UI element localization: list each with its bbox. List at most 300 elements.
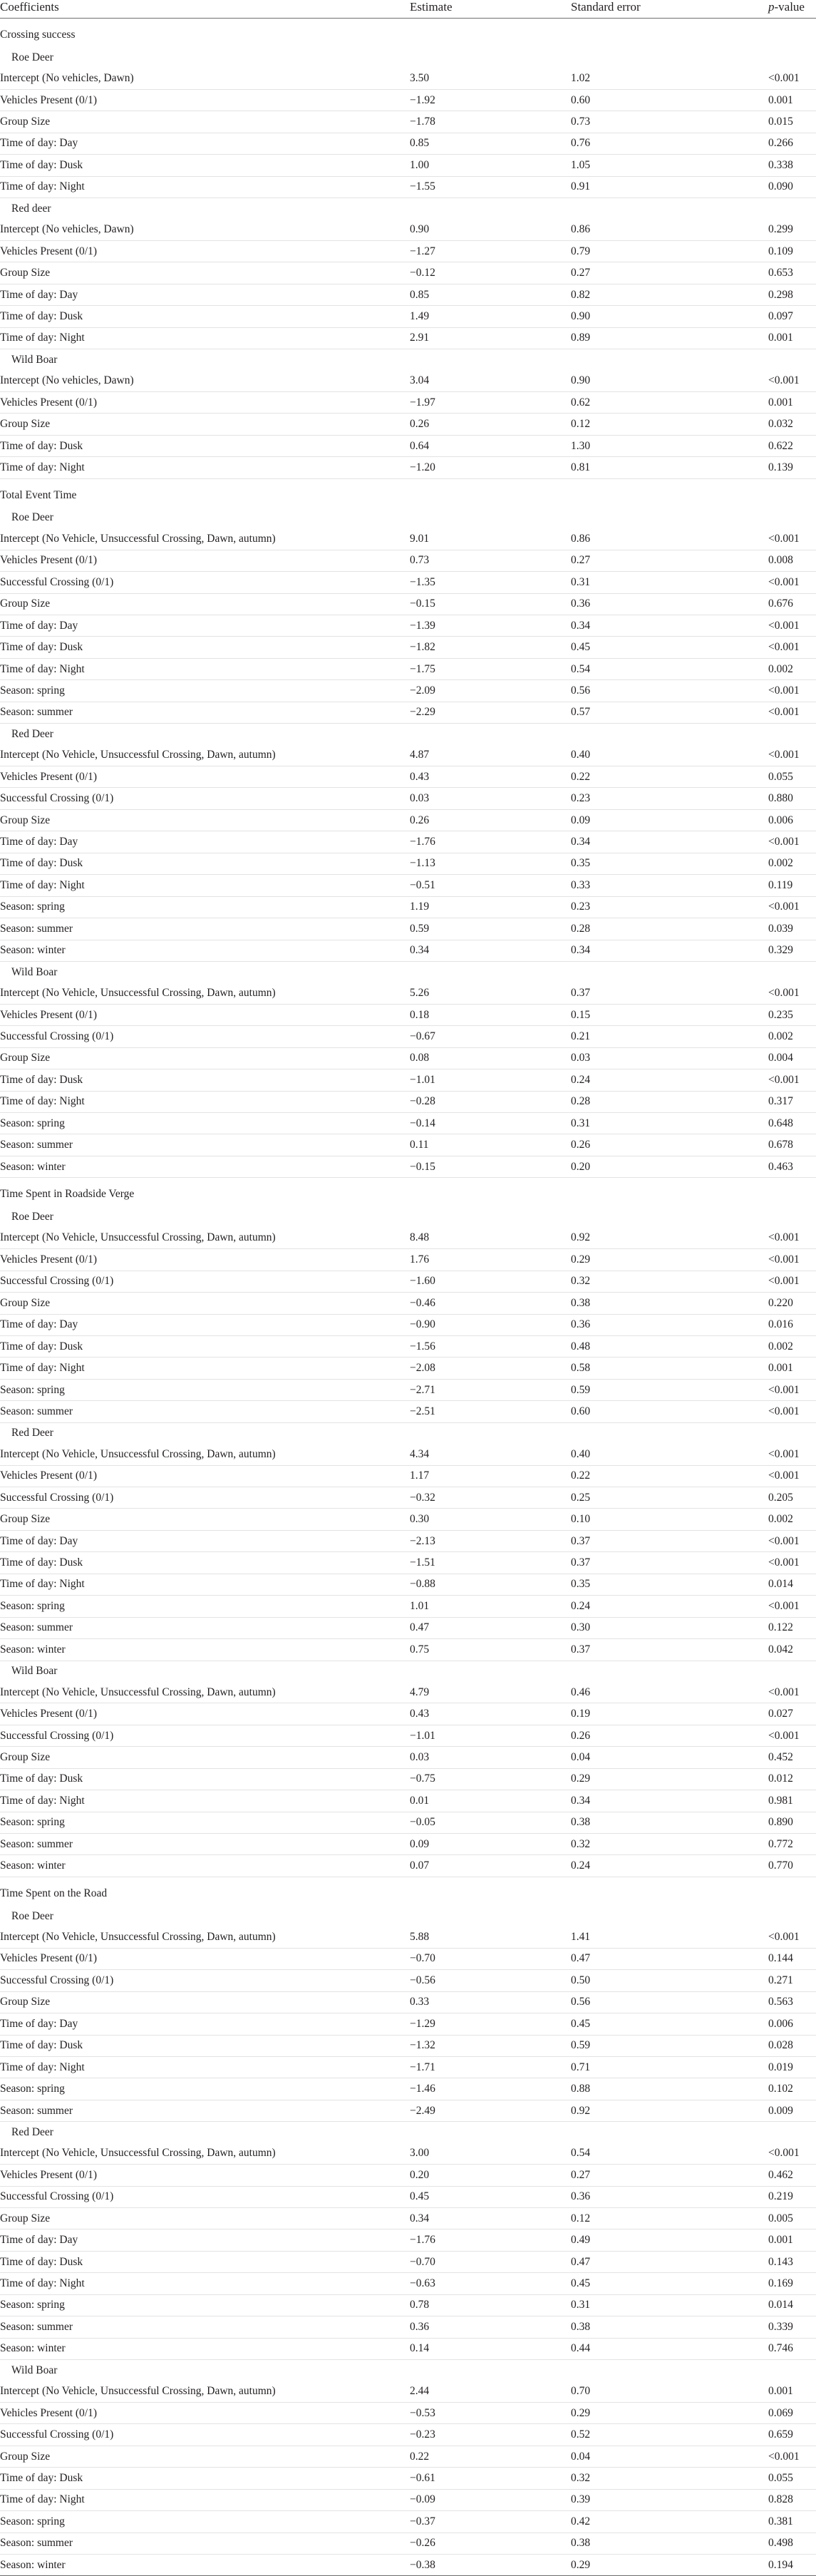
coefficient-cell: Group Size: [0, 2208, 410, 2229]
empty-cell: [768, 724, 816, 745]
table-row: [0, 2533, 816, 2554]
estimate-cell: −1.51: [410, 1552, 571, 1574]
coefficient-cell: Group Size: [0, 1293, 410, 1314]
standard-error-cell: 0.39: [571, 2489, 768, 2510]
standard-error-cell: 0.23: [571, 896, 768, 918]
estimate-cell: 0.90: [410, 220, 571, 241]
coefficient-cell: Time of day: Dusk: [0, 637, 410, 658]
standard-error-cell: 0.32: [571, 1834, 768, 1855]
estimate-cell: −0.70: [410, 2251, 571, 2272]
standard-error-cell: 0.36: [571, 1314, 768, 1335]
coefficient-cell: Vehicles Present (0/1): [0, 2402, 410, 2423]
estimate-cell: 8.48: [410, 1228, 571, 1249]
estimate-cell: 0.36: [410, 2316, 571, 2338]
coefficient-cell: Vehicles Present (0/1): [0, 2165, 410, 2186]
coefficient-cell: Season: winter: [0, 2555, 410, 2576]
species-heading-row: [0, 1906, 816, 1926]
empty-cell: [571, 19, 768, 48]
p-value-cell: 0.338: [768, 155, 816, 176]
estimate-cell: −1.46: [410, 2078, 571, 2100]
standard-error-cell: 0.44: [571, 2338, 768, 2359]
coefficient-cell: Intercept (No Vehicle, Unsuccessful Crossing, Dawn, autumn): [0, 1444, 410, 1465]
estimate-cell: 2.91: [410, 327, 571, 349]
estimate-cell: −0.15: [410, 593, 571, 615]
table-row: [0, 1004, 816, 1025]
empty-cell: [768, 19, 816, 48]
empty-cell: [768, 1422, 816, 1444]
estimate-cell: 5.26: [410, 982, 571, 1004]
species-heading-row: [0, 47, 816, 68]
coefficient-cell: Season: summer: [0, 918, 410, 940]
empty-cell: [571, 349, 768, 371]
table-row: [0, 414, 816, 435]
table-row: [0, 2165, 816, 2186]
table-row: [0, 2143, 816, 2165]
estimate-cell: 0.20: [410, 2165, 571, 2186]
species-name: Red Deer: [11, 727, 53, 740]
empty-cell: [571, 1422, 768, 1444]
p-value-cell: 0.004: [768, 1047, 816, 1069]
coefficient-cell: Time of day: Dusk: [0, 1069, 410, 1091]
estimate-cell: 0.07: [410, 1855, 571, 1877]
estimate-cell: −1.39: [410, 615, 571, 636]
p-value-cell: <0.001: [768, 1401, 816, 1422]
estimate-cell: −0.38: [410, 2555, 571, 2576]
estimate-cell: −1.20: [410, 457, 571, 478]
table-row: [0, 1948, 816, 1969]
estimate-cell: −0.67: [410, 1026, 571, 1047]
standard-error-cell: 0.56: [571, 1991, 768, 2013]
table-row: [0, 1834, 816, 1855]
coefficient-cell: Season: spring: [0, 896, 410, 918]
estimate-cell: 1.00: [410, 155, 571, 176]
table-row: [0, 1617, 816, 1638]
section-title: Time Spent on the Road: [0, 1877, 410, 1906]
species-name: Wild Boar: [11, 1665, 58, 1678]
empty-cell: [410, 2122, 571, 2143]
table-row: [0, 572, 816, 593]
table-row: [0, 1379, 816, 1400]
coefficient-cell: Season: summer: [0, 702, 410, 723]
coefficient-cell: Intercept (No Vehicle, Unsuccessful Crossing, Dawn, autumn): [0, 1926, 410, 1948]
p-value-cell: <0.001: [768, 745, 816, 766]
p-value-cell: <0.001: [768, 1926, 816, 1948]
table-row: [0, 457, 816, 478]
table-row: [0, 550, 816, 571]
empty-cell: [410, 1206, 571, 1227]
table-row: [0, 327, 816, 349]
empty-cell: [571, 2360, 768, 2381]
estimate-cell: 0.85: [410, 133, 571, 154]
table-row: [0, 2489, 816, 2510]
coefficient-cell: Time of day: Day: [0, 133, 410, 154]
estimate-cell: −1.27: [410, 240, 571, 262]
standard-error-cell: 0.38: [571, 2533, 768, 2554]
standard-error-cell: 0.23: [571, 788, 768, 809]
standard-error-cell: 0.25: [571, 1487, 768, 1509]
standard-error-cell: 1.02: [571, 68, 768, 89]
table-row: [0, 284, 816, 305]
coefficient-cell: Time of day: Day: [0, 284, 410, 305]
coefficient-cell: Time of day: Night: [0, 875, 410, 896]
table-row: [0, 2468, 816, 2489]
p-value-cell: 0.622: [768, 435, 816, 456]
table-row: [0, 1552, 816, 1574]
coefficient-cell: Time of day: Dusk: [0, 2035, 410, 2056]
species-name: Wild Boar: [11, 965, 58, 978]
empty-cell: [768, 1906, 816, 1926]
standard-error-cell: 0.45: [571, 637, 768, 658]
estimate-cell: 0.43: [410, 766, 571, 788]
standard-error-cell: 0.54: [571, 2143, 768, 2165]
standard-error-cell: 0.29: [571, 1249, 768, 1271]
empty-cell: [571, 478, 768, 508]
p-value-cell: <0.001: [768, 1271, 816, 1292]
coefficient-cell: Time of day: Day: [0, 1314, 410, 1335]
table-row: [0, 1401, 816, 1422]
coefficient-cell: Group Size: [0, 1991, 410, 2013]
empty-cell: [410, 1877, 571, 1906]
standard-error-cell: 0.45: [571, 2013, 768, 2035]
p-value-cell: 0.028: [768, 2035, 816, 2056]
standard-error-cell: 0.32: [571, 2468, 768, 2489]
table-row: [0, 2229, 816, 2251]
standard-error-cell: 0.34: [571, 940, 768, 961]
estimate-cell: 0.73: [410, 550, 571, 571]
estimate-cell: −0.90: [410, 1314, 571, 1335]
standard-error-cell: 0.24: [571, 1596, 768, 1617]
table-row: [0, 1228, 816, 1249]
standard-error-cell: 0.58: [571, 1358, 768, 1379]
standard-error-cell: 0.76: [571, 133, 768, 154]
standard-error-cell: 0.04: [571, 1747, 768, 1768]
p-value-cell: 0.032: [768, 414, 816, 435]
estimate-cell: −2.51: [410, 1401, 571, 1422]
standard-error-cell: 0.22: [571, 1465, 768, 1487]
section-title: Time Spent in Roadside Verge: [0, 1178, 410, 1207]
standard-error-cell: 0.47: [571, 1948, 768, 1969]
empty-cell: [571, 47, 768, 68]
coefficient-cell: Season: summer: [0, 2100, 410, 2121]
standard-error-cell: 0.32: [571, 1271, 768, 1292]
coefficient-cell: Time of day: Night: [0, 1091, 410, 1112]
p-value-cell: 0.746: [768, 2338, 816, 2359]
p-value-cell: 0.014: [768, 2294, 816, 2316]
p-value-cell: <0.001: [768, 68, 816, 89]
coefficient-cell: Vehicles Present (0/1): [0, 89, 410, 111]
standard-error-cell: 0.60: [571, 1401, 768, 1422]
estimate-cell: −1.35: [410, 572, 571, 593]
estimate-cell: 5.88: [410, 1926, 571, 1948]
p-value-cell: 0.381: [768, 2511, 816, 2533]
table-row: [0, 1314, 816, 1335]
table-row: [0, 68, 816, 89]
standard-error-cell: 0.27: [571, 2165, 768, 2186]
estimate-cell: 1.19: [410, 896, 571, 918]
table-row: [0, 1970, 816, 1991]
standard-error-cell: 0.70: [571, 2381, 768, 2403]
coefficient-cell: Season: spring: [0, 2294, 410, 2316]
coefficient-cell: Vehicles Present (0/1): [0, 240, 410, 262]
p-value-cell: 0.452: [768, 1747, 816, 1768]
standard-error-cell: 0.29: [571, 2402, 768, 2423]
estimate-cell: 0.34: [410, 940, 571, 961]
estimate-cell: 0.22: [410, 2446, 571, 2467]
p-value-cell: <0.001: [768, 1069, 816, 1091]
p-value-cell: 0.027: [768, 1703, 816, 1725]
p-value-cell: 0.139: [768, 457, 816, 478]
table-row: [0, 2316, 816, 2338]
estimate-cell: 0.30: [410, 1509, 571, 1530]
species-heading-row: [0, 2122, 816, 2143]
table-row: [0, 1725, 816, 1746]
table-row: [0, 1530, 816, 1551]
coefficient-cell: Successful Crossing (0/1): [0, 1487, 410, 1509]
standard-error-cell: 0.40: [571, 745, 768, 766]
standard-error-cell: 1.30: [571, 435, 768, 456]
p-value-cell: <0.001: [768, 831, 816, 853]
table-row: [0, 875, 816, 896]
standard-error-cell: 0.28: [571, 918, 768, 940]
standard-error-cell: 0.30: [571, 1617, 768, 1638]
table-row: [0, 528, 816, 550]
coefficient-cell: Vehicles Present (0/1): [0, 1465, 410, 1487]
coefficient-cell: Season: summer: [0, 1834, 410, 1855]
coefficient-cell: Vehicles Present (0/1): [0, 766, 410, 788]
estimate-cell: −1.76: [410, 831, 571, 853]
p-value-cell: <0.001: [768, 572, 816, 593]
p-value-cell: <0.001: [768, 1444, 816, 1465]
standard-error-cell: 0.37: [571, 1530, 768, 1551]
table-row: [0, 435, 816, 456]
empty-cell: [410, 1178, 571, 1207]
empty-cell: [768, 47, 816, 68]
standard-error-cell: 0.24: [571, 1069, 768, 1091]
section-heading-row: [0, 1877, 816, 1906]
estimate-cell: −1.55: [410, 176, 571, 197]
estimate-cell: −1.32: [410, 2035, 571, 2056]
estimate-cell: −1.97: [410, 392, 571, 414]
table-row: [0, 1991, 816, 2013]
empty-cell: [410, 1906, 571, 1926]
estimate-cell: 1.49: [410, 306, 571, 327]
p-value-cell: 0.298: [768, 284, 816, 305]
p-value-cell: <0.001: [768, 1228, 816, 1249]
species-name: Roe Deer: [11, 51, 53, 63]
coefficient-cell: Successful Crossing (0/1): [0, 1970, 410, 1991]
standard-error-cell: 0.62: [571, 392, 768, 414]
coefficient-cell: Vehicles Present (0/1): [0, 1249, 410, 1271]
p-value-cell: <0.001: [768, 702, 816, 723]
coefficient-cell: Intercept (No Vehicle, Unsuccessful Crossing, Dawn, autumn): [0, 982, 410, 1004]
table-row: [0, 1047, 816, 1069]
standard-error-cell: 0.37: [571, 982, 768, 1004]
standard-error-cell: 0.09: [571, 809, 768, 831]
table-row: [0, 2402, 816, 2423]
coefficient-cell: Season: summer: [0, 2316, 410, 2338]
estimate-cell: 0.47: [410, 1617, 571, 1638]
coefficient-cell: Time of day: Night: [0, 658, 410, 679]
empty-cell: [768, 508, 816, 528]
p-value-cell: 0.109: [768, 240, 816, 262]
estimate-cell: 0.45: [410, 2186, 571, 2207]
p-value-cell: 0.008: [768, 550, 816, 571]
estimate-cell: −0.51: [410, 875, 571, 896]
standard-error-cell: 0.03: [571, 1047, 768, 1069]
header-estimate: Estimate: [410, 0, 571, 19]
estimate-cell: 4.87: [410, 745, 571, 766]
estimate-cell: 1.01: [410, 1596, 571, 1617]
header-p-value-italic: p: [768, 0, 775, 14]
estimate-cell: 0.14: [410, 2338, 571, 2359]
table-row: [0, 1113, 816, 1134]
coefficient-cell: Time of day: Night: [0, 1790, 410, 1812]
empty-cell: [571, 724, 768, 745]
empty-cell: [768, 478, 816, 508]
p-value-cell: <0.001: [768, 2446, 816, 2467]
p-value-cell: 0.055: [768, 766, 816, 788]
standard-error-cell: 0.27: [571, 262, 768, 284]
standard-error-cell: 0.12: [571, 2208, 768, 2229]
p-value-cell: 0.659: [768, 2424, 816, 2446]
coefficient-cell: Season: winter: [0, 1855, 410, 1877]
header-coefficients: Coefficients: [0, 0, 410, 19]
standard-error-cell: 0.26: [571, 1134, 768, 1156]
coefficient-cell: Group Size: [0, 2446, 410, 2467]
coefficient-cell: Vehicles Present (0/1): [0, 1948, 410, 1969]
coefficient-cell: Season: winter: [0, 1639, 410, 1661]
estimate-cell: 0.09: [410, 1834, 571, 1855]
estimate-cell: 1.76: [410, 1249, 571, 1271]
table-row: [0, 593, 816, 615]
table-row: [0, 2555, 816, 2576]
coefficient-cell: Season: spring: [0, 1812, 410, 1833]
p-value-cell: 0.001: [768, 89, 816, 111]
table-row: [0, 2338, 816, 2359]
standard-error-cell: 0.40: [571, 1444, 768, 1465]
table-row: [0, 2056, 816, 2078]
table-row: [0, 392, 816, 414]
table-row: [0, 809, 816, 831]
coefficient-cell: Time of day: Night: [0, 1358, 410, 1379]
coefficient-cell: Season: spring: [0, 2078, 410, 2100]
standard-error-cell: 0.57: [571, 702, 768, 723]
p-value-cell: 0.329: [768, 940, 816, 961]
standard-error-cell: 0.22: [571, 766, 768, 788]
standard-error-cell: 0.36: [571, 593, 768, 615]
p-value-cell: 0.005: [768, 2208, 816, 2229]
p-value-cell: 0.299: [768, 220, 816, 241]
species-name: Roe Deer: [11, 1211, 53, 1223]
p-value-cell: 0.828: [768, 2489, 816, 2510]
p-value-cell: 0.648: [768, 1113, 816, 1134]
coefficient-cell: Season: spring: [0, 1113, 410, 1134]
empty-cell: [410, 349, 571, 371]
empty-cell: [571, 1206, 768, 1227]
estimate-cell: 9.01: [410, 528, 571, 550]
coefficient-cell: Successful Crossing (0/1): [0, 572, 410, 593]
estimate-cell: −0.63: [410, 2273, 571, 2294]
species-name: Wild Boar: [11, 2364, 58, 2376]
p-value-cell: <0.001: [768, 1552, 816, 1574]
standard-error-cell: 0.49: [571, 2229, 768, 2251]
estimate-cell: −1.76: [410, 2229, 571, 2251]
estimate-cell: 0.26: [410, 414, 571, 435]
empty-cell: [410, 1422, 571, 1444]
table-row: [0, 1509, 816, 1530]
coefficient-cell: Time of day: Dusk: [0, 2251, 410, 2272]
table-row: [0, 1855, 816, 1877]
empty-cell: [571, 508, 768, 528]
p-value-cell: 0.676: [768, 593, 816, 615]
standard-error-cell: 0.90: [571, 371, 768, 392]
estimate-cell: 0.03: [410, 1747, 571, 1768]
p-value-cell: 0.339: [768, 2316, 816, 2338]
standard-error-cell: 0.91: [571, 176, 768, 197]
coefficient-cell: Time of day: Night: [0, 457, 410, 478]
coefficient-cell: Intercept (No Vehicle, Unsuccessful Crossing, Dawn, autumn): [0, 2143, 410, 2165]
standard-error-cell: 0.46: [571, 1682, 768, 1703]
estimate-cell: −1.82: [410, 637, 571, 658]
empty-cell: [768, 961, 816, 982]
standard-error-cell: 0.10: [571, 1509, 768, 1530]
p-value-cell: <0.001: [768, 637, 816, 658]
table-row: [0, 1069, 816, 1091]
p-value-cell: 0.042: [768, 1639, 816, 1661]
p-value-cell: 0.266: [768, 133, 816, 154]
table-row: [0, 1156, 816, 1177]
species-name: Wild Boar: [11, 353, 58, 366]
standard-error-cell: 0.59: [571, 2035, 768, 2056]
coefficient-cell: Successful Crossing (0/1): [0, 1271, 410, 1292]
table-row: [0, 1293, 816, 1314]
estimate-cell: −1.01: [410, 1069, 571, 1091]
estimate-cell: −0.70: [410, 1948, 571, 1969]
p-value-cell: 0.219: [768, 2186, 816, 2207]
estimate-cell: −0.14: [410, 1113, 571, 1134]
standard-error-cell: 0.19: [571, 1703, 768, 1725]
p-value-cell: 0.015: [768, 111, 816, 133]
p-value-cell: 0.055: [768, 2468, 816, 2489]
estimate-cell: 0.85: [410, 284, 571, 305]
table-row: [0, 1444, 816, 1465]
standard-error-cell: 0.38: [571, 1293, 768, 1314]
standard-error-cell: 0.24: [571, 1855, 768, 1877]
estimate-cell: 0.08: [410, 1047, 571, 1069]
standard-error-cell: 0.45: [571, 2273, 768, 2294]
coefficient-cell: Time of day: Dusk: [0, 1335, 410, 1357]
standard-error-cell: 0.38: [571, 2316, 768, 2338]
table-row: [0, 2381, 816, 2403]
estimate-cell: −1.13: [410, 853, 571, 874]
header-standard-error: Standard error: [571, 0, 768, 19]
species-heading-row: [0, 2360, 816, 2381]
standard-error-cell: 0.71: [571, 2056, 768, 2078]
estimate-cell: 0.78: [410, 2294, 571, 2316]
estimate-cell: 0.26: [410, 809, 571, 831]
coefficient-cell: Time of day: Day: [0, 2013, 410, 2035]
header-row: [0, 0, 816, 19]
table-row: [0, 658, 816, 679]
coefficient-cell: Time of day: Day: [0, 1530, 410, 1551]
p-value-cell: 0.144: [768, 1948, 816, 1969]
estimate-cell: −0.61: [410, 2468, 571, 2489]
coefficient-cell: Group Size: [0, 1509, 410, 1530]
estimate-cell: 4.34: [410, 1444, 571, 1465]
p-value-cell: 0.772: [768, 1834, 816, 1855]
p-value-cell: 0.001: [768, 2381, 816, 2403]
coefficient-cell: Intercept (No Vehicle, Unsuccessful Crossing, Dawn, autumn): [0, 528, 410, 550]
